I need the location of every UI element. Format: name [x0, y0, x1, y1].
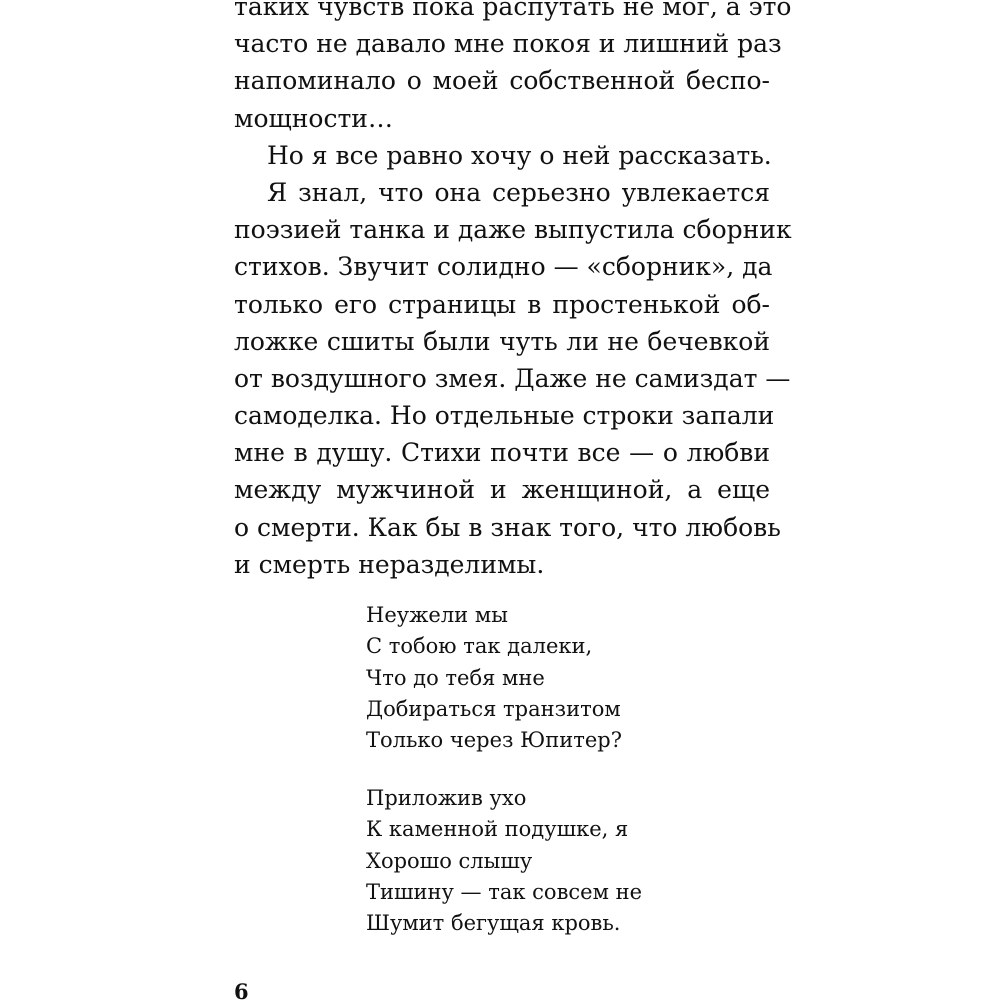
poem-line: Тишину — так совсем не	[366, 879, 643, 904]
poem-line: Неужели мы	[366, 603, 508, 627]
poem-line: Что до тебя мне	[366, 665, 545, 690]
poem-stanza	[366, 783, 766, 939]
prose-line: Но я все равно хочу о ней рассказать.	[267, 140, 772, 170]
poem-line: С тобою так далеки,	[366, 634, 593, 659]
prose-line: самоделка. Но отдельные строки запали	[234, 401, 775, 431]
prose-line: часто не давало мне покоя и лишний раз	[234, 29, 782, 59]
poem-line: К каменной подушке, я	[366, 817, 629, 842]
poem-line: Шумит бегущая кровь.	[366, 911, 621, 936]
poem-line: Приложив ухо	[366, 786, 527, 810]
prose-line: таких чувств пока распутать не мог, а это	[234, 0, 792, 21]
prose-line: поэзией танка и даже выпустила сборник	[234, 215, 792, 245]
poem-line: Только через Юпитер?	[366, 728, 622, 753]
prose-line: напоминало о моей собственной беспо-	[234, 66, 770, 96]
poem-stanza	[366, 600, 766, 756]
prose-line: между мужчиной и женщиной, а еще	[234, 475, 770, 505]
prose-line: мощности…	[234, 103, 393, 133]
prose-line: и смерть неразделимы.	[234, 549, 545, 579]
poem-line: Хорошо слышу	[366, 848, 533, 873]
prose-line: Я знал, что она серьезно увлекается	[267, 177, 770, 207]
poem-line: Добираться транзитом	[366, 696, 621, 721]
prose-line: стихов. Звучит солидно — «сборник», да	[234, 252, 773, 282]
prose-line: ложке сшиты были чуть ли не бечевкой	[234, 326, 770, 356]
page-number: 6	[234, 979, 249, 1004]
prose-line: только его страницы в простенькой об-	[234, 289, 770, 319]
prose-line: о смерти. Как бы в знак того, что любовь	[234, 512, 781, 542]
prose-line: мне в душу. Стихи почти все — о любви	[234, 438, 770, 468]
prose-line: от воздушного змея. Даже не самиздат —	[234, 363, 791, 393]
prose-body	[234, 0, 792, 583]
